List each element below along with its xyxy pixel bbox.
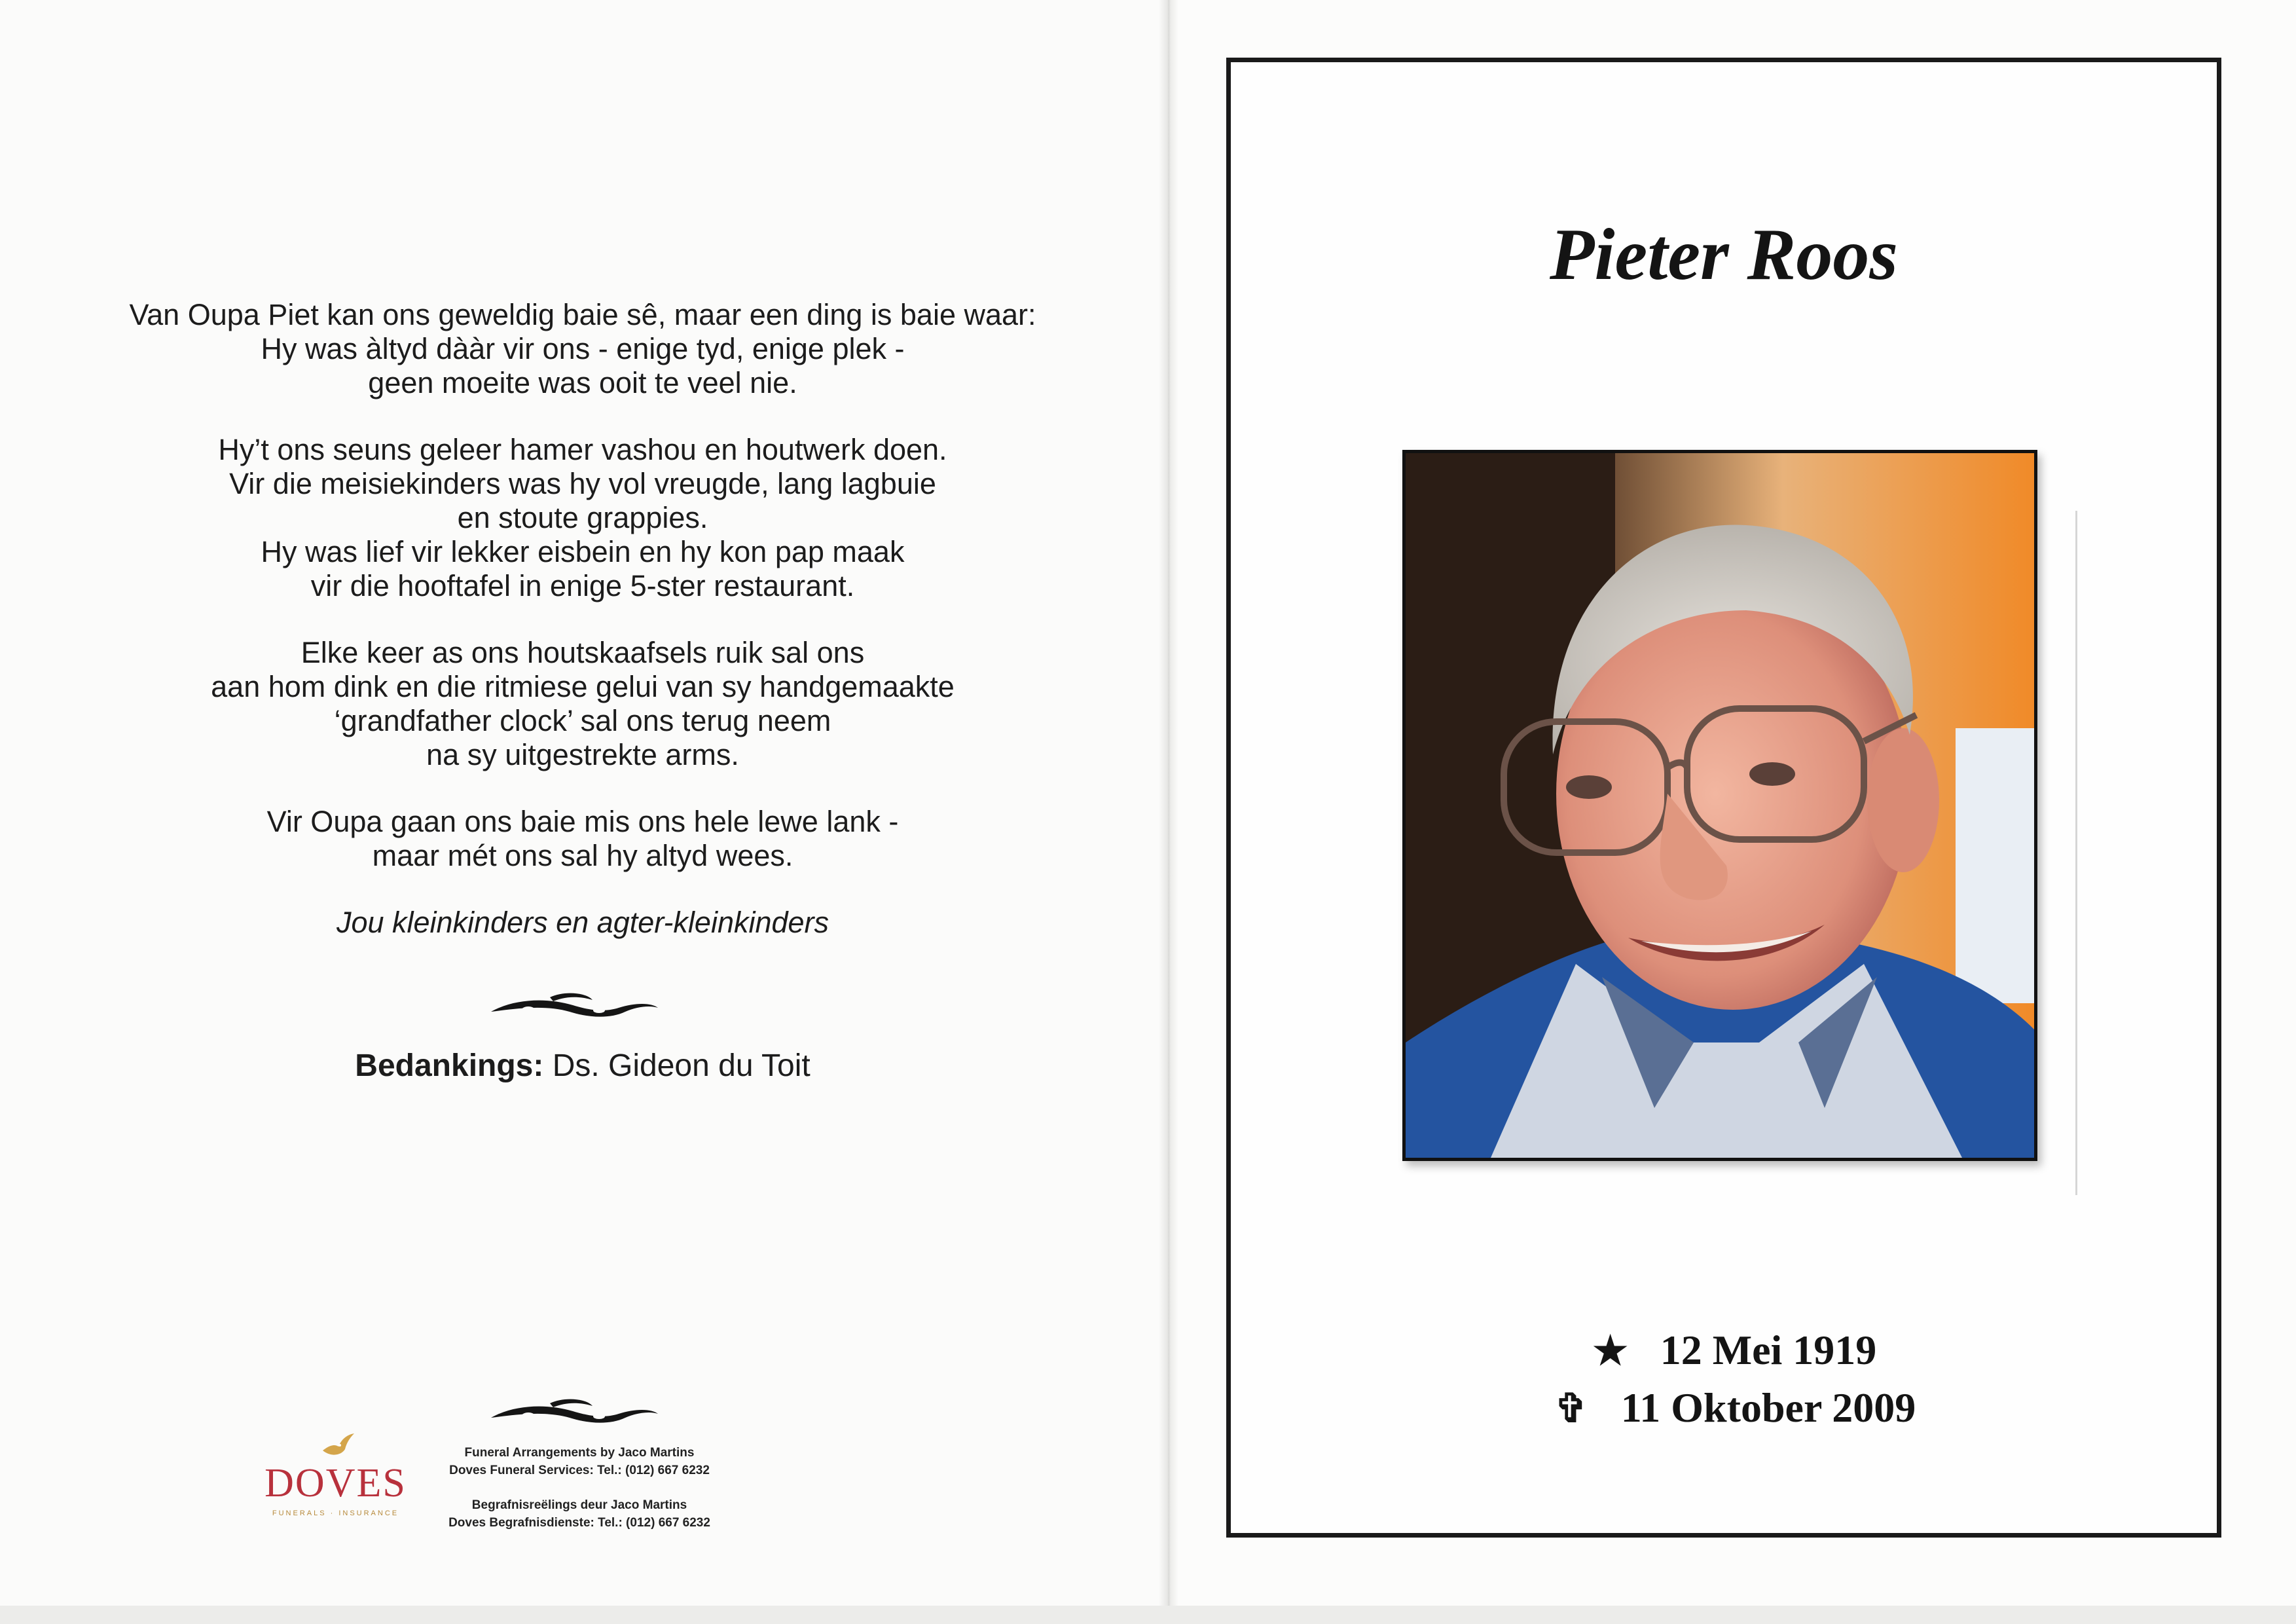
photo-side-rule <box>2075 511 2077 1195</box>
tribute-poem <box>98 298 1067 972</box>
poem-line: maar mét ons sal hy altyd wees. <box>372 839 793 872</box>
poem-stanza-4 <box>98 805 1067 873</box>
birth-row <box>1231 1326 2217 1375</box>
poem-signature: Jou kleinkinders en agter-kleinkinders <box>336 906 829 939</box>
card-fold <box>1159 0 1178 1624</box>
birth-date: 12 Mei 1919 <box>1660 1327 1877 1373</box>
dove-icon <box>318 1431 357 1460</box>
portrait-image <box>1406 453 2034 1158</box>
logo-tagline: FUNERALS · INSURANCE <box>272 1509 399 1517</box>
funeral-credits <box>419 1444 740 1549</box>
acknowledgement-label: Bedankings: <box>355 1048 544 1083</box>
doves-logo <box>249 1431 422 1526</box>
poem-line: Vir die meisiekinders was hy vol vreugde, lang lagbuie <box>229 467 936 500</box>
poem-line: vir die hooftafel in enige 5-ster restaurant. <box>310 569 855 602</box>
credits-afrikaans <box>419 1496 740 1532</box>
poem-stanza-1 <box>98 298 1067 400</box>
acknowledgement <box>98 1048 1067 1084</box>
credits-english <box>419 1444 740 1479</box>
poem-line: ‘grandfather clock’ sal ons terug neem <box>334 704 831 737</box>
poem-line: Hy was lief vir lekker eisbein en hy kon pap maak <box>261 535 905 568</box>
poem-line: aan hom dink en die ritmiese gelui van sy handgemaakte <box>211 670 955 703</box>
cover-frame <box>1226 58 2221 1538</box>
card-bottom-edge <box>0 1606 2296 1624</box>
credits-line: Funeral Arrangements by Jaco Martins <box>464 1446 695 1460</box>
deceased-name: Pieter Roos <box>1550 214 1898 295</box>
logo-wordmark: DOVES <box>264 1461 407 1505</box>
poem-line: Vir Oupa gaan ons baie mis ons hele lewe lank - <box>266 805 899 838</box>
star-icon: ★ <box>1592 1329 1628 1373</box>
credits-line: Doves Funeral Services: Tel.: (012) 667 6232 <box>449 1464 710 1477</box>
poem-line: Van Oupa Piet kan ons geweldig baie sê, maar een ding is baie waar: <box>129 298 1036 331</box>
credits-line: Begrafnisreëlings deur Jaco Martins <box>471 1498 687 1512</box>
poem-line: Elke keer as ons houtskaafsels ruik sal ons <box>301 636 865 669</box>
ornamental-flourish-icon <box>488 1392 661 1431</box>
death-date: 11 Oktober 2009 <box>1620 1384 1916 1431</box>
credits-line: Doves Begrafnisdienste: Tel.: (012) 667 6232 <box>448 1516 710 1530</box>
poem-line: en stoute grappies. <box>457 501 708 534</box>
death-row <box>1231 1384 2217 1432</box>
ornamental-flourish-icon <box>488 986 661 1025</box>
acknowledgement-minister: Ds. Gideon du Toit <box>552 1048 811 1083</box>
poem-line: Hy was àltyd dààr vir ons - enige tyd, enige plek - <box>261 332 905 365</box>
poem-line: geen moeite was ooit te veel nie. <box>368 366 797 399</box>
portrait-photo <box>1402 450 2037 1161</box>
poem-line: na sy uitgestrekte arms. <box>426 738 739 771</box>
cross-icon: ✞ <box>1554 1387 1588 1430</box>
poem-line: Hy’t ons seuns geleer hamer vashou en houtwerk doen. <box>218 433 947 466</box>
poem-stanza-2 <box>98 433 1067 603</box>
poem-stanza-3 <box>98 636 1067 772</box>
